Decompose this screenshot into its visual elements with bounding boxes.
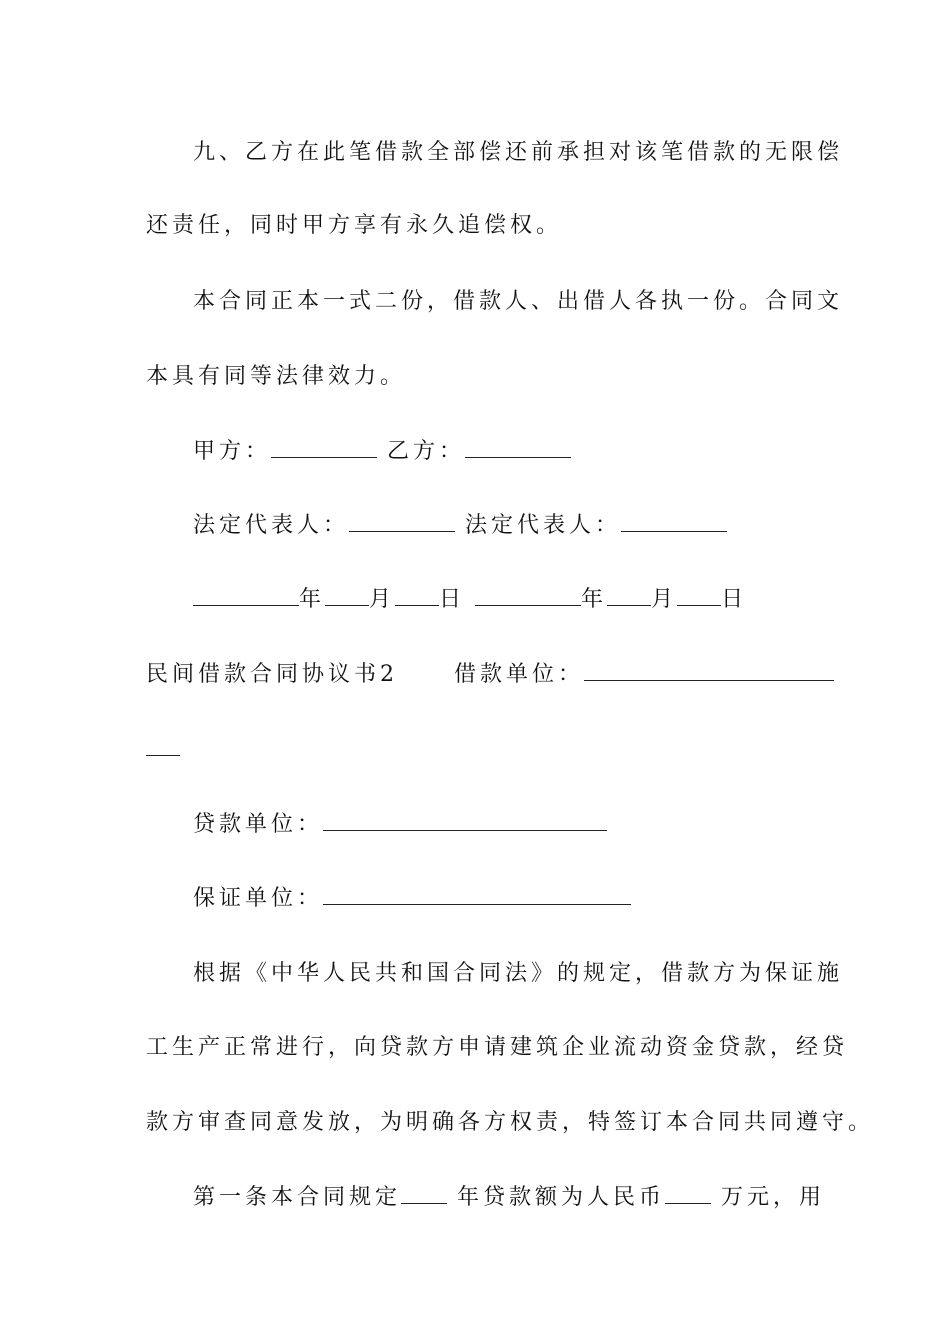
basis-line-1: 根据《中华人民共和国合同法》的规定，借款方为保证施 (193, 961, 844, 986)
basis-line-2: 工生产正常进行，向贷款方申请建筑企业流动资金贷款，经贷 (146, 1035, 849, 1060)
legal-rep-b-label: 法定代表人： (465, 513, 622, 538)
date-b-year: 年 (581, 587, 608, 612)
borrower-blank (584, 660, 834, 681)
party-signature-row (193, 437, 571, 467)
article-1-row (193, 1183, 825, 1213)
legal-rep-a-label: 法定代表人： (193, 513, 350, 538)
borrower-blank-continued (146, 735, 180, 756)
contract-2-heading-row (146, 660, 834, 690)
date-row (193, 585, 747, 615)
article-1-year-blank (401, 1183, 447, 1204)
clause-9-line-2: 还责任，同时甲方享有永久追偿权。 (146, 213, 563, 238)
date-b-year-blank (475, 585, 581, 606)
borrower-label: 借款单位： (454, 662, 585, 687)
legal-rep-a-blank (349, 511, 455, 532)
copies-clause-line-2: 本具有同等法律效力。 (146, 364, 407, 389)
date-b-day: 日 (721, 587, 748, 612)
party-b-blank (465, 437, 571, 458)
article-1-part-1: 第一条本合同规定 (193, 1185, 402, 1210)
article-1-part-3: 万元，用 (721, 1185, 826, 1210)
party-a-label: 甲方： (193, 439, 272, 464)
date-a-day: 日 (439, 587, 466, 612)
date-b-day-blank (677, 585, 721, 606)
guarantor-row (193, 884, 631, 914)
lender-row (193, 810, 607, 840)
lender-label: 贷款单位： (193, 812, 324, 837)
date-a-month-blank (325, 585, 369, 606)
party-b-label: 乙方： (387, 439, 466, 464)
legal-rep-b-blank (621, 511, 727, 532)
borrower-blank-continued-row (146, 735, 180, 765)
article-1-part-2: 年贷款额为人民币 (457, 1185, 666, 1210)
date-a-month: 月 (369, 587, 396, 612)
date-a-day-blank (395, 585, 439, 606)
party-a-blank (271, 437, 377, 458)
legal-rep-signature-row (193, 511, 727, 541)
date-a-year-blank (193, 585, 299, 606)
guarantor-blank (323, 884, 631, 905)
lender-blank (323, 810, 607, 831)
copies-clause-line-1: 本合同正本一式二份，借款人、出借人各执一份。合同文 (193, 289, 844, 314)
clause-9-line-1: 九、乙方在此笔借款全部偿还前承担对该笔借款的无限偿 (193, 140, 844, 165)
basis-line-3: 款方审查同意发放，为明确各方权责，特签订本合同共同遵守。 (146, 1110, 875, 1135)
contract-2-title: 民间借款合同协议书2 (146, 662, 398, 687)
date-a-year: 年 (299, 587, 326, 612)
date-b-month-blank (607, 585, 651, 606)
article-1-amount-blank (665, 1183, 711, 1204)
date-b-month: 月 (651, 587, 678, 612)
guarantor-label: 保证单位： (193, 886, 324, 911)
